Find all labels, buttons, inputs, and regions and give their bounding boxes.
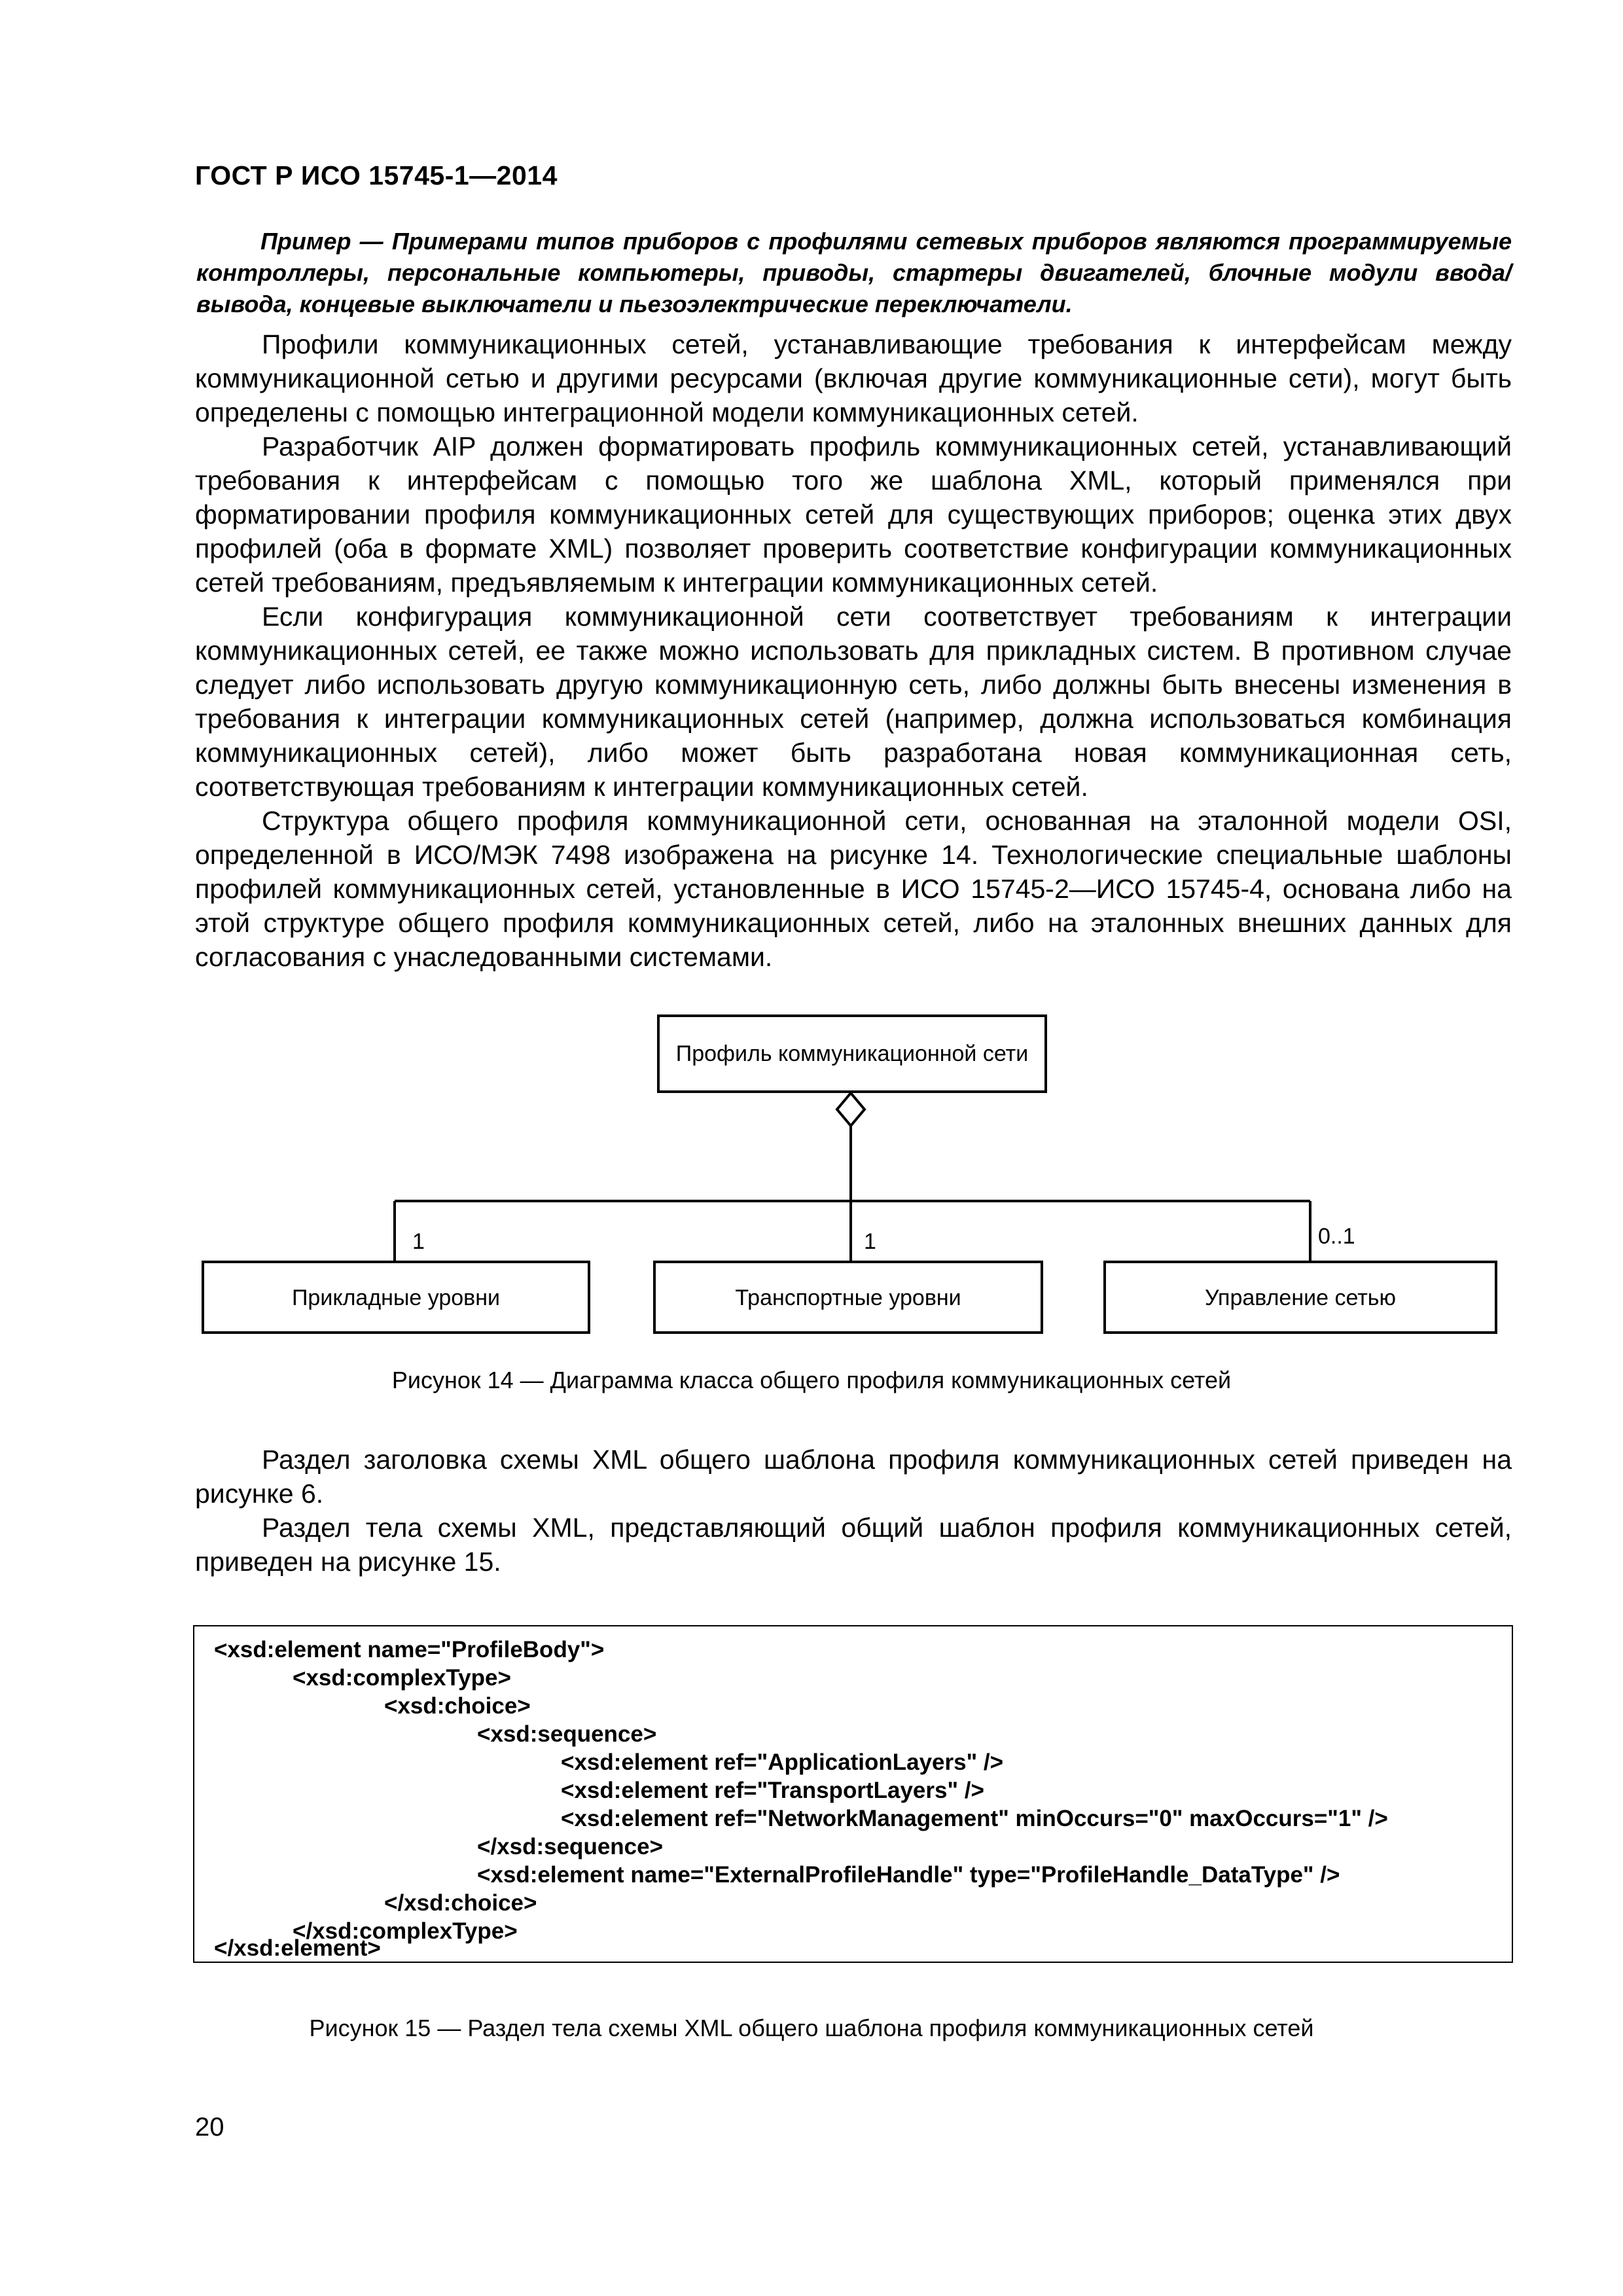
code-line: <xsd:element ref="ApplicationLayers" /> [561,1749,1004,1775]
code-line: </xsd:choice> [384,1890,537,1916]
paragraph: Если конфигурация коммуникационной сети соответствует требованиям к интеграции коммуникационных сетей, ее также можно использовать для прикладных систем. В противном случае следует либо использовать другую коммуникационную сеть, либо должны быть внесены изменения в требования к интеграции коммуникационных сетей (например, должна использоваться комбинация коммуникационных сетей), либо может быть разработана новая коммуникационная сеть, соответствующая требованиям к интеграции коммуникационных сетей. [195,601,1512,802]
paragraph: Профили коммуникационных сетей, устанавливающие требования к интерфейсам между коммуникационной сетью и другими ресурсами (включая другие коммуникационные сети), могут быть определены с помощью интеграционной модели коммуникационных сетей. [195,329,1512,427]
figure-14-caption: Рисунок 14 — Диаграмма класса общего профиля коммуникационных сетей [391,1367,1232,1393]
document-header: ГОСТ Р ИСО 15745-1—2014 [195,160,558,190]
xml-code-block [193,1625,1513,1963]
page-number: 20 [195,2113,224,2142]
code-line: <xsd:sequence> [477,1721,657,1747]
code-line: <xsd:complexType> [293,1665,511,1691]
paragraph: Структура общего профиля коммуникационной сети, основанная на эталонной модели OSI, определенной в ИСО/МЭК 7498 изображена на рисунке 14. Технологические специальные шаблоны профилей коммуникационных сетей, установленные в ИСО 15745-2—ИСО 15745-4, основана либо на этой структуре общего профиля коммуникационных сетей, либо на эталонных внешних данных для согласования с унаследованными системами. [195,806,1512,972]
paragraph: Разработчик AIP должен форматировать профиль коммуникационных сетей, устанавливающий требования к интерфейсам с помощью того же шаблона XML, который применялся при форматировании профиля коммуникационных сетей для существующих приборов; оценка этих двух профилей (оба в формате XML) позволяет проверить соответствие конфигурации коммуникационных сетей требованиям, предъявляемым к интеграции коммуникационных сетей. [195,431,1512,598]
code-line: <xsd:element name="ProfileBody"> [214,1637,605,1662]
paragraph: Раздел тела схемы XML, представляющий общий шаблон профиля коммуникационных сетей, приведен на рисунке 15. [195,1513,1512,1577]
example-note: Пример — Примерами типов приборов с профилями сетевых приборов являются программируемые контроллеры, персональные компьютеры, приводы, стартеры двигателей, блочные модули ввода/вывода, концевые выключатели и пьезоэлектрические переключатели. [196,228,1512,317]
body-section-2 [195,1443,1512,1579]
code-line: <xsd:element name="ExternalProfileHandle" type="ProfileHandle_DataType" /> [477,1862,1340,1888]
paragraph: Раздел заголовка схемы XML общего шаблона профиля коммуникационных сетей приведен на рисунке 6. [195,1444,1512,1509]
profile-box-label: Профиль коммуникационной сети [675,1041,1029,1066]
multiplicity-label: 0..1 [1318,1224,1355,1249]
code-line: <xsd:element ref="NetworkManagement" minOccurs="0" maxOccurs="1" /> [561,1806,1388,1831]
code-line: <xsd:element ref="TransportLayers" /> [561,1778,984,1803]
code-line: <xsd:choice> [384,1693,531,1719]
application-layers-label: Прикладные уровни [291,1285,501,1310]
code-line: </xsd:sequence> [477,1834,664,1859]
transport-layers-label: Транспортные уровни [735,1285,961,1310]
code-line: </xsd:complexType> [293,1918,518,1944]
figure-15-caption: Рисунок 15 — Раздел тела схемы XML общего шаблона профиля коммуникационных сетей [309,2015,1314,2041]
network-management-label: Управление сетью [1204,1285,1397,1310]
code-line: </xsd:element> [214,1935,381,1961]
multiplicity-label: 1 [412,1229,425,1254]
aggregation-diamond [837,1093,865,1126]
multiplicity-label: 1 [864,1229,876,1254]
